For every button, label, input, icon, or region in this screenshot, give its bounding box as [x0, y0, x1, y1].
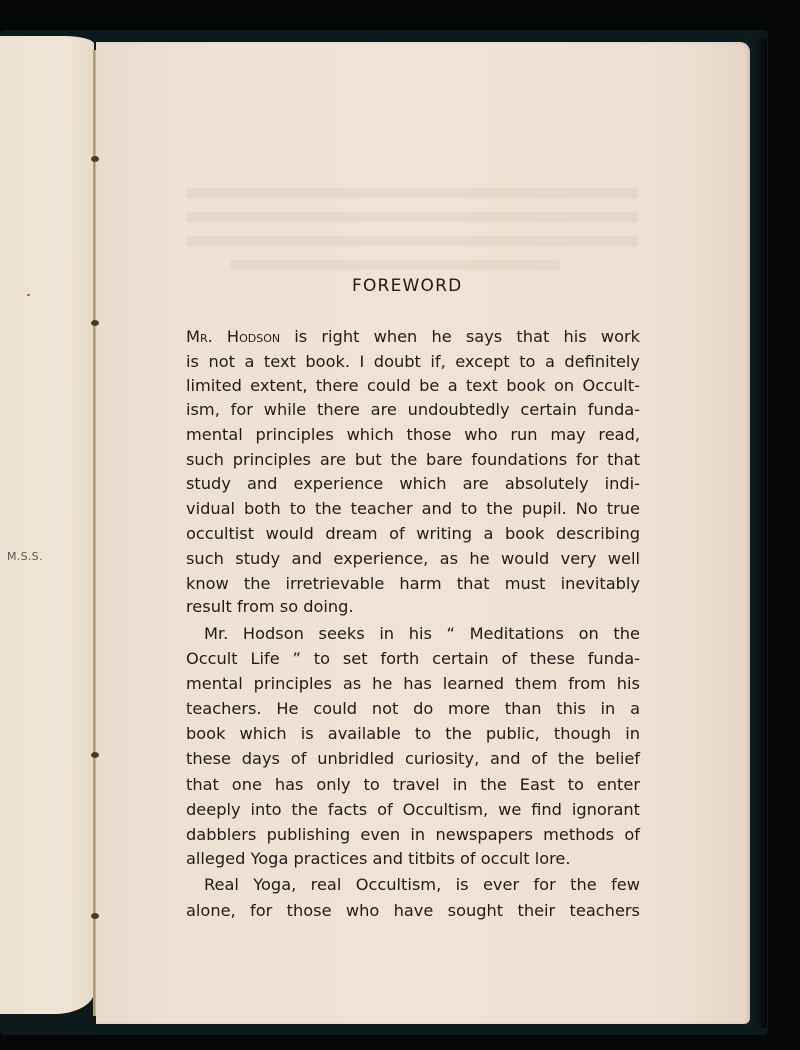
text-line: teachers. He could not do more than this in a	[186, 699, 640, 718]
text-line: such study and experience, as he would very well	[186, 549, 640, 568]
text-line: study and experience which are absolutely indi-	[186, 474, 640, 493]
left-page	[0, 36, 94, 1014]
text-line: Mr. Hodson seeks in his “ Meditations on the	[204, 624, 640, 643]
text-line: ism, for while there are undoubtedly certain funda-	[186, 400, 640, 419]
page-title: FOREWORD	[352, 276, 463, 296]
text-line: dabblers publishing even in newspapers methods of	[186, 825, 640, 844]
binding-stitch	[91, 320, 99, 326]
text-line: vidual both to the teacher and to the pupil. No true	[186, 499, 640, 518]
text-line: alleged Yoga practices and titbits of occult lore.	[186, 849, 571, 868]
binding-stitch	[91, 156, 99, 162]
text-line: such principles are but the bare foundations for that	[186, 450, 640, 469]
text-line: Mr. Hodson is right when he says that his work	[186, 327, 640, 346]
text-line: book which is available to the public, though in	[186, 724, 640, 743]
text-line: Real Yoga, real Occultism, is ever for the few	[204, 875, 640, 894]
text-line: these days of unbridled curiosity, and of the belief	[186, 749, 640, 768]
show-through-line	[230, 260, 560, 270]
show-through-line	[186, 236, 638, 246]
text-line: occultist would dream of writing a book describing	[186, 524, 640, 543]
book-gutter	[93, 50, 96, 1016]
text-line: result from so doing.	[186, 597, 354, 616]
text-line: mental principles as he has learned them from his	[186, 674, 640, 693]
text-line: mental principles which those who run may read,	[186, 425, 640, 444]
ink-mark	[27, 294, 30, 296]
text-line: is not a text book. I doubt if, except to a definitely	[186, 352, 640, 371]
text-line: alone, for those who have sought their teachers	[186, 901, 640, 920]
left-page-label: M.S.S.	[7, 550, 43, 563]
binding-stitch	[91, 752, 99, 758]
show-through-line	[186, 188, 638, 198]
text-line: that one has only to travel in the East to enter	[186, 775, 640, 794]
binding-stitch	[91, 913, 99, 919]
text-line: deeply into the facts of Occultism, we find ignorant	[186, 800, 640, 819]
show-through-line	[186, 212, 638, 222]
text-line: Occult Life ” to set forth certain of these funda-	[186, 649, 640, 668]
author-name: Mr. Hodson	[186, 327, 281, 346]
text-line: know the irretrievable harm that must inevitably	[186, 574, 640, 593]
text-line: limited extent, there could be a text book on Occult-	[186, 376, 640, 395]
